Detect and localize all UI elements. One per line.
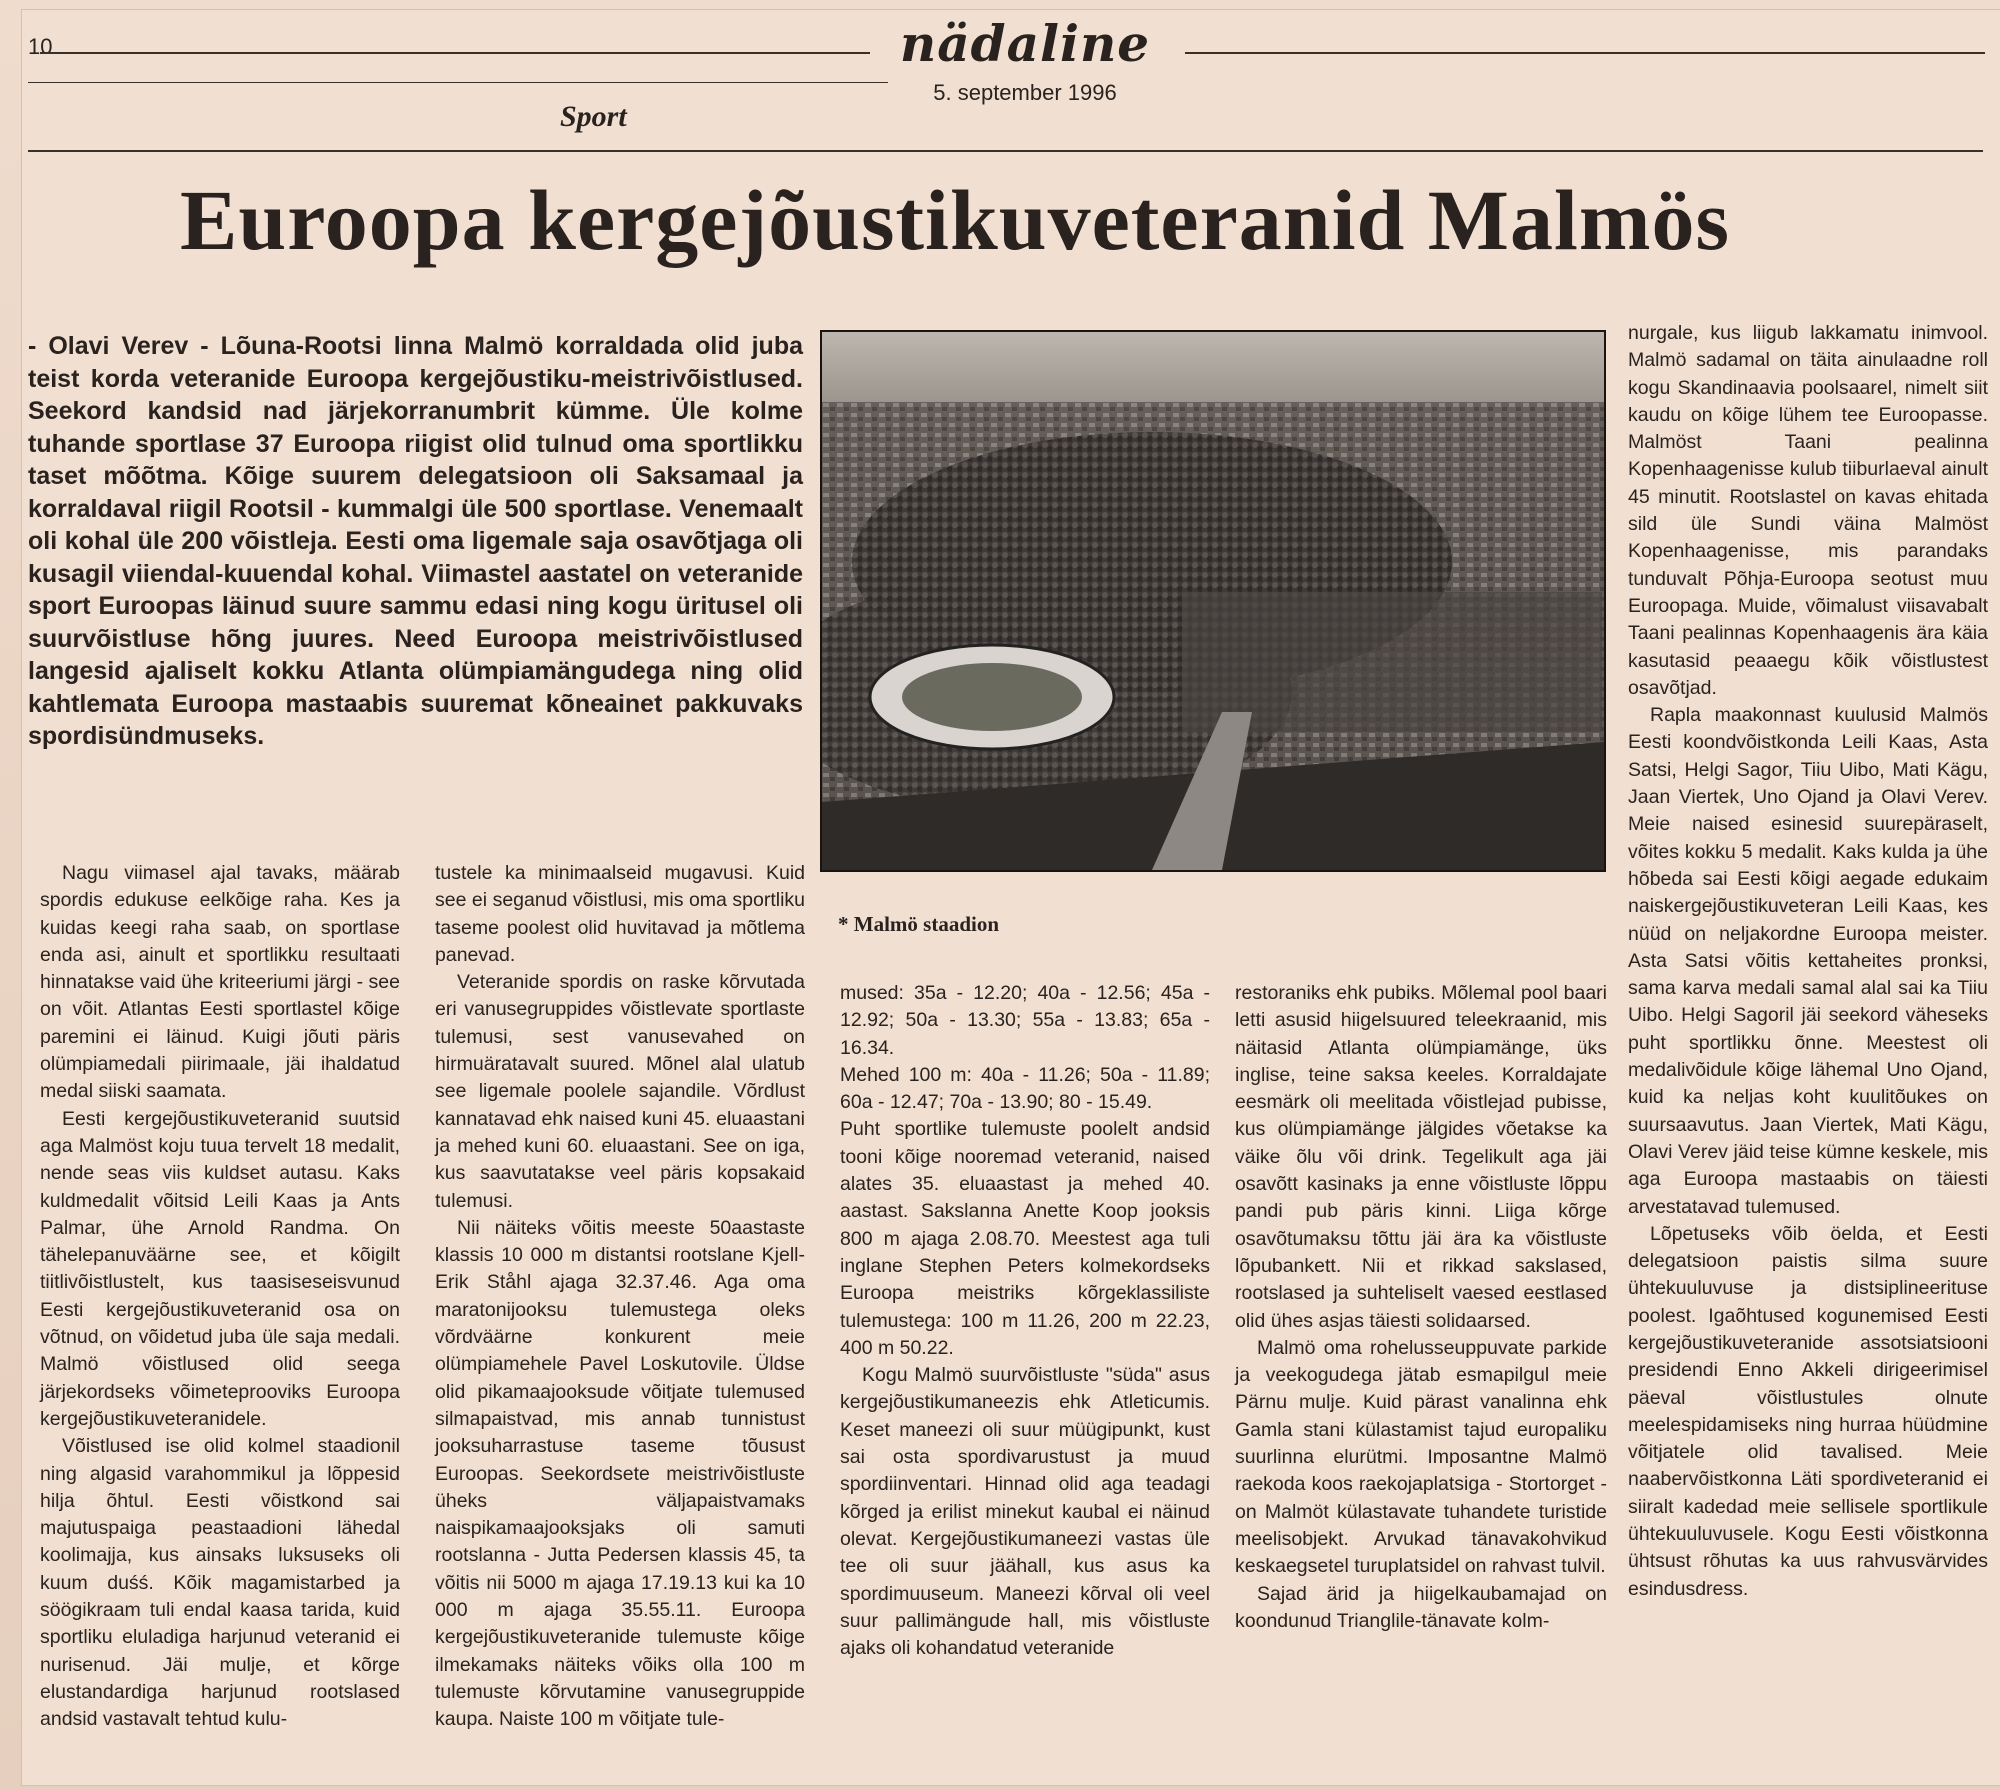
aerial-photo-image <box>822 332 1604 870</box>
stadium-photo <box>820 330 1606 872</box>
paragraph: Veteranide spordis on raske kõrvutada eri vanusegruppides võistlevate sportlaste tulemusi, sest vanusevahed on hirmuäratavalt suured. Mõnel alal ulatub see ligemale poolele sajandile. Võrdlust kannatavad ehk naised kuni 45. eluaastani ja mehed kuni 60. eluaastani. See on iga, kus saavutatakse veel päris kopsakaid tulemusi. <box>435 971 805 1212</box>
header-rule-2 <box>28 82 888 83</box>
paragraph: mused: 35a - 12.20; 40a - 12.56; 45a - 12.92; 50a - 13.30; 55a - 13.83; 65a - 16.34. <box>840 982 1210 1059</box>
headline: Euroopa kergejõustikuveteranid Malmös <box>180 172 1730 268</box>
page-number: 10 <box>28 34 53 59</box>
header-rule-left <box>40 52 870 54</box>
section-rule <box>28 150 1983 152</box>
paragraph: Võistlused ise olid kolmel staadionil ning algasid varahommikul ja lõppesid hilja õhtul. Eesti võistkond sai majutuspaiga peastaadioni lähedal koolimajja, kus ainsaks luksuseks oli kuum duśś. Kõik magamistarbed ja söögikraam tuli endal kaasa tarida, kuid sportliku eluladiga harjunud veteranid ei nurisenud. Jäi mulje, et kõrge elustandardiga harjunud rootslased andsid vastavalt tehtud kulu- <box>40 1435 400 1731</box>
masthead: nädaline <box>899 14 1151 73</box>
section-label: Sport <box>560 100 627 133</box>
paragraph: Rapla maakonnast kuulusid Malmös Eesti koondvõistkonda Leili Kaas, Asta Satsi, Helgi Sagor, Tiiu Uibo, Mati Kägu, Jaan Viertek, Uno Ojand ja Olavi Verev. Meie naised esinesid suurepäraselt, võites kokku 5 medalit. Kaks kulda ja ühe hõbeda sai Eesti kõigi aegade edukaim naiskergejõustikuveteran Leili Kaas, kes nüüd on neljakordne Euroopa meister. Asta Satsi võitis kettaheites pronksi, sama karva medali samal alal sai ka Tiiu Uibo. Helgi Sagoril jäi seekord väheseks puht sportlikku õnne. Meestest oli medalivõidule kõige lähemal Uno Ojand, kuid ka neljas koht kuulitõukes on suursaavutus. Jaan Viertek, Mati Kägu, Olavi Verev jäid teise kümne keskele, mis aga Euroopa mastaabis on täiesti arvestatavad tulemused. <box>1628 704 1988 1218</box>
paragraph: Kogu Malmö suurvõistluste "süda" asus kergejõustikumaneezis ehk Atleticumis. Keset maneezi oli suur müügipunkt, kust sai osta spordivarustust ja muud spordiinventari. Hinnad olid aga teadagi kõrged ja erilist minekut kaubal ei näinud olevat. Kergejõustikumaneezi vastas üle tee oli suur jäähall, kus asus ka spordimuuseum. Maneezi kõrval oli veel suur pallimängude hall, mis võistluste ajaks oli kohandatud veteranide <box>840 1364 1210 1660</box>
column-2 <box>435 860 805 1734</box>
paragraph: Eesti kergejõustikuveteranid suutsid aga Malmöst koju tuua tervelt 18 medalit, nende seas viis kuldset autasu. Kaks kuldmedalit võitsid Leili Kaas ja Ants Palmar, ühe Arnold Randma. On tähelepanuväärne see, et kõigilt tiitlivõistlustelt, kus taasiseseisvunud Eesti kergejõustikuveteranid osa on võtnud, on võidetud juba üle saja medali. Malmö võistlused olid seega järjekordseks võimeteprooviks Euroopa kergejõustikuveteranidele. <box>40 1107 400 1430</box>
paragraph: restoraniks ehk pubiks. Mõlemal pool baari letti asusid hiigelsuured teleekraanid, mis näitasid Atlanta olümpiamänge, üks inglise, teine saksa keeles. Korraldajate eesmärk oli meelitada võistlejad pubisse, kus olümpiamänge jälgides võetakse ka väike õlu või drink. Tegelikult aga jäi osavõtt kasinaks ja enne võistluste lõppu pandi pub päris kinni. Liiga kõrge osavõtumaksu tõttu jäi ära ka võistluste lõpubankett. Nii et rikkad sakslased, rootslased ja suhteliselt vaesed eestlased olid ühes asjas täiesti solidaarsed. <box>1235 982 1607 1332</box>
paragraph: Sajad ärid ja hiigelkaubamajad on koondunud Trianglile-tänavate kolm- <box>1235 1582 1607 1632</box>
paragraph: tustele ka minimaalseid mugavusi. Kuid see ei seganud võistlusi, mis oma sportliku taseme poolest olid huvitavad ja mõtlema panevad. <box>435 862 805 966</box>
column-1 <box>40 860 400 1734</box>
lead-paragraph: - Olavi Verev - Lõuna-Rootsi linna Malmö korraldada olid juba teist korda veteranide Euroopa kergejõustiku-meistrivõistlused. Seekord kandsid nad järjekorranumbrit kümme. Üle kolme tuhande sportlase 37 Euroopa riigist olid tulnud oma sportlikku taset mõõtma. Kõige suurem delegatsioon oli Saksamaal ja korraldaval riigil Rootsil - kummalgi üle 500 sportlase. Venemaalt oli kohal üle 200 võistleja. Eesti oma ligemale saja osavõtjaga oli kusagil viiendal-kuuendal kohal. Viimastel aastatel on veteranide sport Euroopas läinud suure sammu edasi ning kogu üritusel oli suurvõistluse hõng juures. Need Euroopa meistrivõistlused langesid ajaliselt kokku Atlanta olümpiamängudega ning olid kahtlemata Euroopa mastaabis suuremat kõneainet pakkuvaks spordisündmuseks. <box>28 332 803 750</box>
paragraph: nurgale, kus liigub lakkamatu inimvool. Malmö sadamal on täita ainulaadne roll kogu Skandinaavia poolsaarel, nimelt siit kaudu on kõige lühem tee Euroopasse. Malmöst Taani pealinna Kopenhaagenisse kulub tiiburlaeval ainult 45 minutit. Rootslastel on kavas ehitada sild üle Sundi väina Malmöst Kopenhaagenisse, mis parandaks tunduvalt Põhja-Euroopa seotust muu Euroopaga. Muide, võimalust viisavabalt Taani pealinnas Kopenhaagenis ära käia kasutasid peaaegu kõik võistlustest osavõtjad. <box>1628 322 1988 699</box>
photo-caption: * Malmö staadion <box>838 912 1000 936</box>
paragraph: Nii näiteks võitis meeste 50aastaste klassis 10 000 m distantsi rootslane Kjell-Erik Ståhl ajaga 32.37.46. Aga oma maratonijooksu tulemustega oleks võrdväärne konkurent meie olümpiamehele Pavel Loskutovile. Üldse olid pikamaajooksude võitjate tulemused silmapaistvad, mis annab tunnistust jooksuharrastuse taseme tõusust Euroopas. Seekordsete meistrivõistluste üheks väljapaistvamaks naispikamaajooksjaks oli samuti rootslanna - Jutta Pedersen klassis 45, ta võitis nii 5000 m ajaga 17.19.13 kui ka 10 000 m ajaga 35.55.11. Euroopa kergejõustikuveteranide tulemuste kõige ilmekamaks näiteks võiks olla 100 m tulemuste kõrvutamine vanusegruppide kaupa. Naiste 100 m võitjate tule- <box>435 1216 805 1731</box>
paragraph: Mehed 100 m: 40a - 11.26; 50a - 11.89; 60a - 12.47; 70a - 13.90; 80 - 15.49. <box>840 1063 1210 1114</box>
paragraph: Malmö oma rohelusseuppuvate parkide ja veekogudega jätab esmapilgul meie Pärnu mulje. Kuid pärast vanalinna ehk Gamla stani külastamist tajud europaliku suurlinna elurütmi. Imposantne Malmö raekoda koos raekojaplatsiga - Stortorget - on Malmöt külastavate tuhandete turistide meelisobjekt. Arvukad tänavakohvikud keskaegsetel turuplatsidel on rahvast tulvil. <box>1235 1336 1607 1578</box>
column-3 <box>840 980 1210 1662</box>
header-rule-right <box>1185 52 1985 54</box>
paragraph: Nagu viimasel ajal tavaks, määrab spordis edukuse eelkõige raha. Kes ja kuidas keegi raha saab, on sportlase enda asi, ainult et sportlikku resultaati hinnatakse vaid ühe kriteeriumi järgi - see on võit. Atlantas Eesti sportlastel kõige paremini ei läinud. Kuigi jõuti päris olümpiamedali piirimaale, jäi ihaldatud medal siiski saamata. <box>40 862 400 1103</box>
issue-date: 5. september 1996 <box>933 80 1117 105</box>
paragraph: Lõpetuseks võib öelda, et Eesti delegatsioon paistis silma suure ühtekuuluvuse ja distsiplineerituse poolest. Igaõhtused kogunemised Eesti kergejõustikuveteranide assotsiatsiooni presidendi Enno Akkeli dirigeerimisel päeval võistlustules olnute meelespidamiseks ning hurraa hüüdmine võitjatele olid tavalised. Meie naabervõistkonna Läti spordiveteranid ei siiralt kadedad meie sellisele sportlikule ühtekuuluvusele. Kogu Eesti võistkonna ühtsust rõhutas ka uus rahvusvärvides esindusdress. <box>1628 1222 1988 1600</box>
column-4 <box>1235 980 1607 1635</box>
paragraph: Puht sportlike tulemuste poolelt andsid tooni kõige nooremad veteranid, naised alates 35. eluaastast ja mehed 40. aastast. Sakslanna Anette Koop jooksis 800 m ajaga 2.08.70. Meestest aga tuli inglane Stephen Peters kolmekordseks Euroopa meistriks kõrgeklassiliste tulemustega: 100 m 11.26, 200 m 22.23, 400 m 50.22. <box>840 1118 1210 1359</box>
column-5 <box>1628 320 1988 1603</box>
